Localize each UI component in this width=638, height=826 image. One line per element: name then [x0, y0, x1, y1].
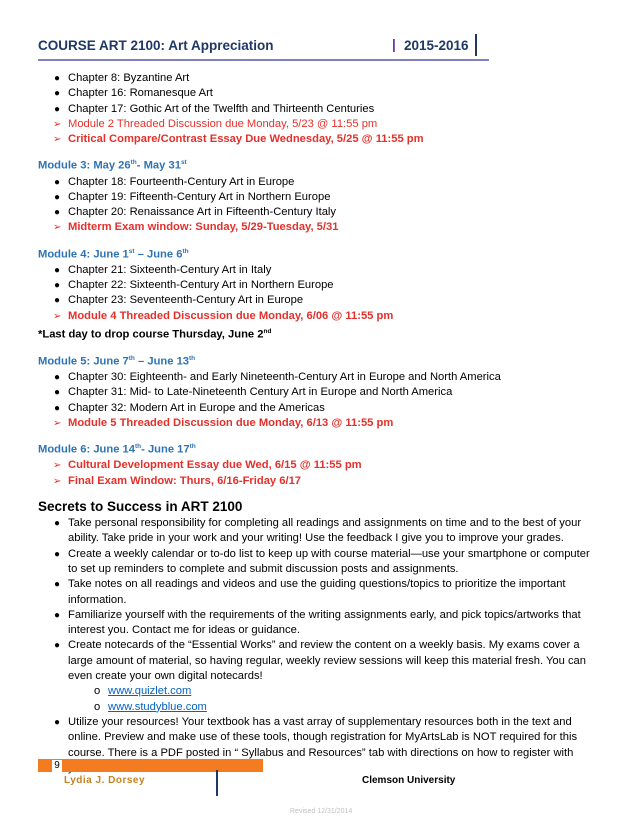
- bullet-icon: ●: [54, 88, 61, 100]
- list-item: ● Chapter 20: Renaissance Art in Fifteenth-Century Italy: [38, 205, 598, 220]
- arrow-bullet-icon: ➢: [53, 222, 62, 234]
- bullet-icon: ●: [54, 264, 61, 276]
- header-vertical-rule: [475, 34, 477, 56]
- arrow-bullet-icon: ➢: [53, 310, 62, 322]
- list-item: ● Chapter 23: Seventeenth-Century Art in Europe: [38, 293, 598, 308]
- header-rule: [38, 59, 489, 61]
- module-6-heading: Module 6: June 14th- June 17th: [38, 443, 196, 456]
- deadline-item: ➢ Module 2 Threaded Discussion due Monday, 5/23 @ 11:55 pm: [38, 117, 598, 132]
- drop-deadline-note: *Last day to drop course Thursday, June 2nd: [38, 327, 272, 341]
- bullet-icon: ●: [54, 609, 61, 621]
- bullet-icon: ●: [54, 73, 61, 84]
- bullet-icon: ●: [54, 402, 61, 414]
- list-item: ● Chapter 19: Fifteenth-Century Art in Northern Europe: [38, 190, 598, 205]
- tip-item: ● Familiarize yourself with the requirements of the writing assignments early, and pick topics/artworks that interest you. Contact me for ideas or guidance.: [54, 608, 581, 637]
- bullet-icon: ●: [54, 103, 61, 115]
- arrow-bullet-icon: ➢: [53, 475, 62, 487]
- bullet-icon: ●: [54, 579, 61, 591]
- bullet-icon: ●: [54, 716, 61, 728]
- tip-item: ● Take personal responsibility for completing all readings and assignments on time and to the best of your ability. Take pride in your work and your writing! Use the feedback I give you to improve your grades.: [54, 517, 582, 545]
- deadline-item: ➢ Module 4 Threaded Discussion due Monday, 6/06 @ 11:55 pm: [38, 309, 598, 324]
- bullet-icon: ●: [54, 176, 61, 188]
- tip-item: ● Create notecards of the “Essential Works” and review the content on a weekly basis. My exams cover a large amount of material, so having regular, weekly review sessions will keep this material fresh. You can even create your own digital notecards!: [54, 639, 586, 683]
- arrow-bullet-icon: ➢: [53, 460, 62, 472]
- list-item: ● Chapter 32: Modern Art in Europe and the Americas: [38, 401, 598, 416]
- list-item: ● Chapter 18: Fourteenth-Century Art in Europe: [38, 175, 598, 190]
- university-name: Clemson University: [362, 775, 456, 786]
- list-item: ● Chapter 21: Sixteenth-Century Art in Italy: [38, 263, 598, 278]
- bullet-icon: ●: [54, 191, 61, 203]
- bullet-icon: ●: [54, 371, 61, 383]
- link-item: [38, 684, 598, 699]
- author-name: Lydia J. Dorsey: [64, 775, 146, 786]
- circle-bullet-icon: o: [94, 700, 101, 713]
- circle-bullet-icon: o: [94, 685, 101, 698]
- academic-year: 2015-2016: [404, 38, 469, 53]
- tip-item: ● Take notes on all readings and videos and use the guiding questions/topics to prioritize the important information.: [54, 578, 566, 606]
- deadline-item: ➢ Final Exam Window: Thurs, 6/16-Friday 6/17: [38, 474, 598, 489]
- bullet-icon: ●: [54, 518, 61, 530]
- page-header: [38, 36, 476, 58]
- bullet-icon: ●: [54, 640, 61, 652]
- list-item: ● Chapter 17: Gothic Art of the Twelfth and Thirteenth Centuries: [38, 102, 598, 117]
- list-item: ● Chapter 16: Romanesque Art: [38, 86, 598, 101]
- list-item: ● Chapter 8: Byzantine Art: [38, 71, 598, 86]
- header-separator: |: [392, 37, 396, 52]
- tip-item: ● Create a weekly calendar or to-do list to keep up with course material—use your smartphone or computer to set up reminders to complete and submit discussion posts and assignments.: [54, 547, 590, 575]
- bullet-icon: ●: [54, 548, 61, 560]
- document-body: [38, 71, 598, 776]
- revision-date: Revised 12/31/2014: [290, 808, 353, 815]
- quizlet-link[interactable]: www.quizlet.com: [108, 685, 192, 698]
- deadline-item: ➢ Critical Compare/Contrast Essay Due Wednesday, 5/25 @ 11:55 pm: [38, 132, 598, 147]
- list-item: ● Chapter 22: Sixteenth-Century Art in Northern Europe: [38, 278, 598, 293]
- arrow-bullet-icon: ➢: [53, 118, 62, 130]
- list-item: ● Chapter 30: Eighteenth- and Early Nineteenth-Century Art in Europe and North America: [38, 370, 598, 385]
- bullet-icon: ●: [54, 280, 61, 292]
- arrow-bullet-icon: ➢: [53, 134, 62, 146]
- deadline-item: ➢ Midterm Exam window: Sunday, 5/29-Tuesday, 5/31: [38, 220, 598, 235]
- section-title: Secrets to Success in ART 2100: [38, 498, 243, 514]
- page-number: 9: [52, 760, 62, 772]
- link-item: [38, 700, 598, 715]
- module-4-heading: Module 4: June 1st – June 6th: [38, 247, 189, 261]
- course-title: COURSE ART 2100: Art Appreciation: [38, 38, 274, 53]
- module-5-heading: Module 5: June 7th – June 13th: [38, 354, 196, 368]
- bullet-icon: ●: [54, 207, 61, 219]
- module-3-heading: Module 3: May 26th- May 31st: [38, 159, 187, 173]
- bullet-icon: ●: [54, 295, 61, 307]
- bullet-icon: ●: [54, 387, 61, 399]
- list-item: ● Chapter 31: Mid- to Late-Nineteenth Century Art in Europe and North America: [38, 385, 598, 400]
- footer-vertical-rule: [216, 770, 218, 796]
- tip-item: ● Utilize your resources! Your textbook has a vast array of supplementary resources both in the text and online. Preview and make use of these tools, though registration for MyArtsLab is NOT required for this course. There is a PDF posted in “ Syllabus and Resources” tab with directions on how to register with: [54, 715, 578, 759]
- arrow-bullet-icon: ➢: [53, 417, 62, 429]
- studyblue-link[interactable]: www.studyblue.com: [108, 700, 207, 713]
- deadline-item: ➢ Cultural Development Essay due Wed, 6/15 @ 11:55 pm: [38, 458, 598, 473]
- deadline-item: ➢ Module 5 Threaded Discussion due Monday, 6/13 @ 11:55 pm: [38, 416, 598, 431]
- footer-bar: [38, 759, 263, 772]
